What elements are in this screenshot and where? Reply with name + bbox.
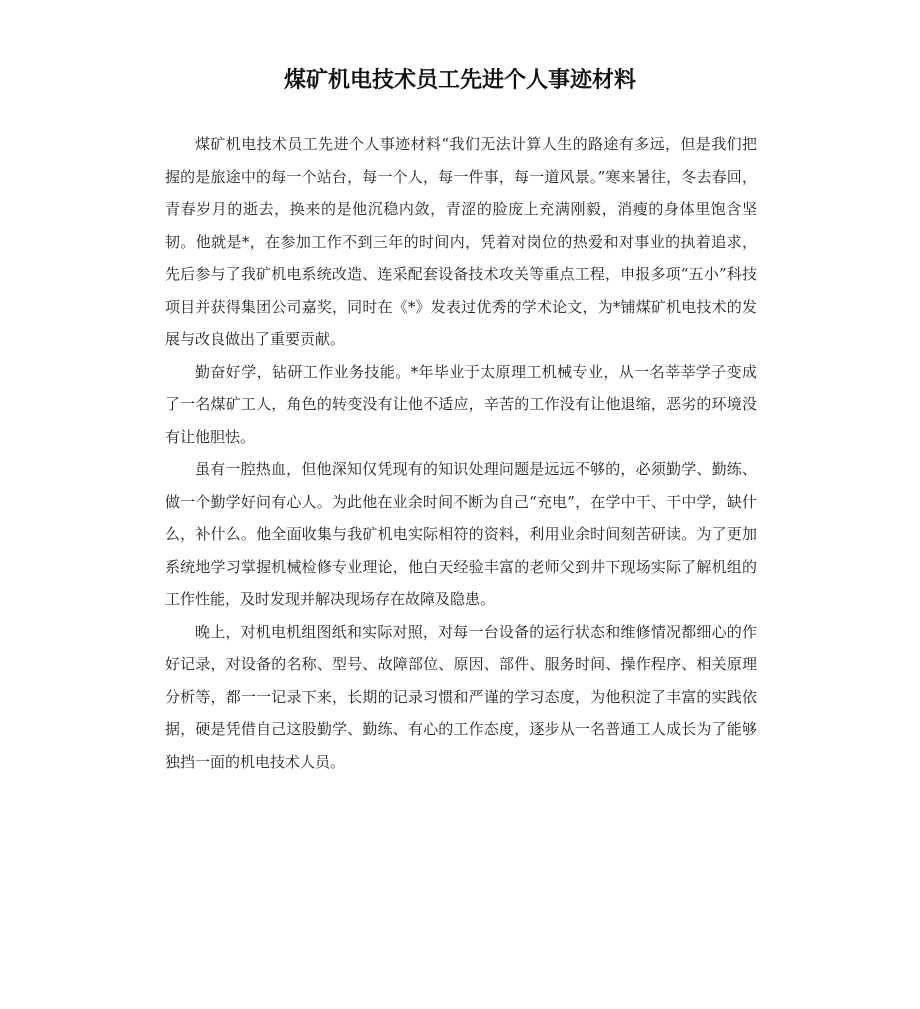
document-title: 煤矿机电技术员工先进个人事迹材料	[283, 68, 636, 93]
paragraph: 煤矿机电技术员工先进个人事迹材料“我们无法计算人生的路途有多远，但是我们把握的是旅途中的每一个站台，每一个人，每一件事，每一道风景。”寒来暑往，冬去春回，青春岁月的逝去，换来的是他沉稳内敛，青涩的脸庞上充满刚毅，消瘦的身体里饱含坚韧。他就是*，在参加工作不到三年的时间内，凭着对岗位的热爱和对事业的执着追求，先后参与了我矿机电系统改造、连采配套设备技术攻关等重点工程，申报多项“五小”科技项目并获得集团公司嘉奖，同时在《*》发表过优秀的学术论文，为*铺煤矿机电技术的发展与改良做出了重要贡献。	[165, 135, 757, 348]
document-body	[165, 128, 757, 778]
paragraph: 虽有一腔热血，但他深知仅凭现有的知识处理问题是远远不够的，必须勤学、勤练、做一个勤学好问有心人。为此他在业余时间不断为自己“充电”，在学中干、干中学，缺什么，补什么。他全面收集与我矿机电实际相符的资料，利用业余时间刻苦研读。为了更加系统地学习掌握机械检修专业理论，他白天经验丰富的老师父到井下现场实际了解机组的工作性能，及时发现并解决现场存在故障及隐患。	[165, 460, 757, 608]
paragraph: 晚上，对机电机组图纸和实际对照，对每一台设备的运行状态和维修情况都细心的作好记录，对设备的名称、型号、故障部位、原因、部件、服务时间、操作程序、相关原理分析等，都一一记录下来，长期的记录习惯和严谨的学习态度，为他积淀了丰富的实践依据，硬是凭借自己这股勤学、勤练、有心的工作态度，逐步从一名普通工人成长为了能够独挡一面的机电技术人员。	[165, 622, 757, 771]
paragraph: 勤奋好学，钻研工作业务技能。*年毕业于太原理工机械专业，从一名莘莘学子变成了一名煤矿工人，角色的转变没有让他不适应，辛苦的工作没有让他退缩，恶劣的环境没有让他胆怯。	[165, 362, 757, 446]
